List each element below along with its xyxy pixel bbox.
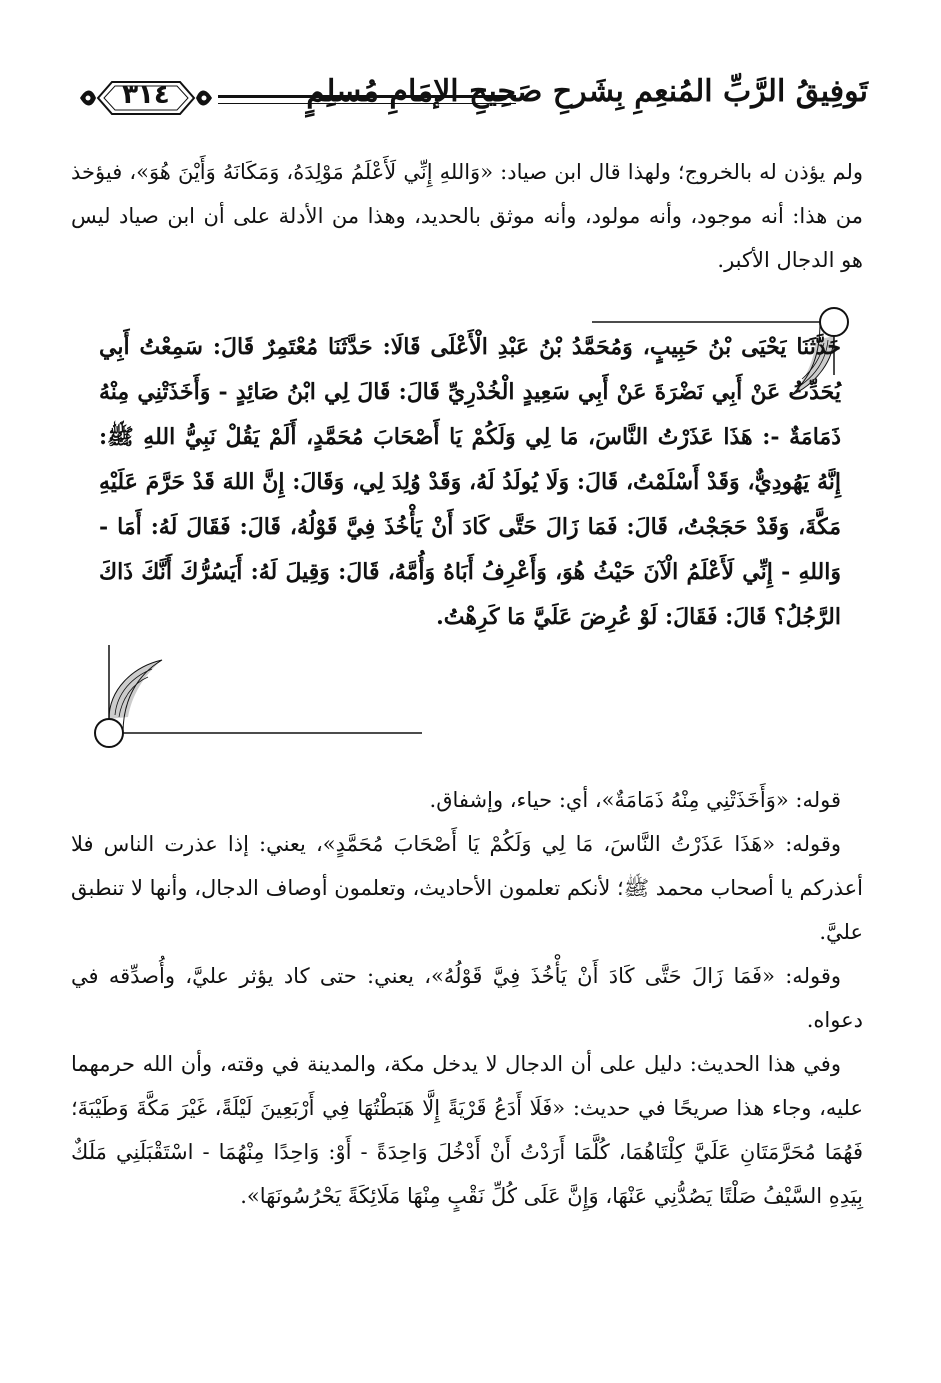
hadith-section	[99, 325, 841, 640]
commentary-paragraph-1: قوله: «وَأَخَذَتْنِي مِنْهُ ذَمَامَةٌ»، أي: حياء، وإشفاق.	[429, 788, 841, 812]
header-rule	[218, 95, 516, 98]
header-rule-thin	[218, 103, 516, 104]
hadith-text: حَدَّثَنَا يَحْيَى بْنُ حَبِيبٍ، وَمُحَمَّدُ بْنُ عَبْدِ الْأَعْلَى قَالَا: حَدَّثَنَا مُعْتَمِرٌ قَالَ: سَمِعْتُ أَبِي يُحَدِّثُ عَنْ أَبِي نَضْرَةَ عَنْ أَبِي سَعِيدٍ الْخُدْرِيِّ قَالَ: قَالَ لِي ابْنُ صَائِدٍ - وَأَخَذَتْنِي مِنْهُ ذَمَامَةٌ -: هَذَا عَذَرْتُ النَّاسَ، مَا لِي وَلَكُمْ يَا أَصْحَابَ مُحَمَّدٍ، أَلَمْ يَقُلْ نَبِيُّ اللهِ ﷺ: إِنَّهُ يَهُودِيٌّ، وَقَدْ أَسْلَمْتُ، قَالَ: وَلَا يُولَدُ لَهُ، وَقَدْ وُلِدَ لِي، وَقَالَ: إِنَّ اللهَ قَدْ حَرَّمَ عَلَيْهِ مَكَّةَ، وَقَدْ حَجَجْتُ، قَالَ: فَمَا زَالَ حَتَّى كَادَ أَنْ يَأْخُذَ فِيَّ قَوْلُهُ، قَالَ: فَقَالَ لَهُ: أَمَا - وَاللهِ - إِنِّي لَأَعْلَمُ الْآنَ حَيْثُ هُوَ، وَأَعْرِفُ أَبَاهُ وَأُمَّهُ، قَالَ: وَقِيلَ لَهُ: أَيَسُرُّكَ أَنَّكَ ذَاكَ الرَّجُلُ؟ قَالَ: فَقَالَ: لَوْ عُرِضَ عَلَيَّ مَا كَرِهْتُ.	[99, 334, 841, 630]
intro-paragraph: ولم يؤذن له بالخروج؛ ولهذا قال ابن صياد: «وَاللهِ إِنِّي لَأَعْلَمُ مَوْلِدَهُ، وَمَكَانَهُ وَأَيْنَ هُوَ»، فيؤخذ من هذا: أنه موجود، وأنه مولود، وأنه موثق بالحديد، وهذا من الأدلة على أن ابن صياد ليس هو الدجال الأكبر.	[71, 160, 863, 272]
commentary-section	[71, 778, 863, 1218]
intro-section	[71, 150, 863, 282]
commentary-paragraph-3: وقوله: «فَمَا زَالَ حَتَّى كَادَ أَنْ يَأْخُذَ فِيَّ قَوْلُهُ»، يعني: حتى كاد يؤثر عليَّ، وأُصدِّقه في دعواه.	[71, 964, 863, 1032]
page-number: ٣١٤	[122, 80, 170, 110]
commentary-paragraph-2: وقوله: «هَذَا عَذَرْتُ النَّاسَ، مَا لِي وَلَكُمْ يَا أَصْحَابَ مُحَمَّدٍ»، يعني: إذا عذرت الناس فلا أعذركم يا أصحاب محمد ﷺ؛ لأنكم تعلمون الأحاديث، وتعلمون أوصاف الدجال، وأنها لا تنطبق عليَّ.	[71, 832, 863, 944]
commentary-paragraph-4: وفي هذا الحديث: دليل على أن الدجال لا يدخل مكة، والمدينة في وقته، وأن الله حرمهما عليه، وجاء هذا صريحًا في حديث: «فَلَا أَدَعُ قَرْيَةً إِلَّا هَبَطْتُهَا فِي أَرْبَعِينَ لَيْلَةً، غَيْرَ مَكَّةَ وَطَيْبَةَ؛ فَهُمَا مُحَرَّمَتَانِ عَلَيَّ كِلْتَاهُمَا، كُلَّمَا أَرَدْتُ أَنْ أَدْخُلَ وَاحِدَةً - أَوْ: وَاحِدًا مِنْهُمَا - اسْتَقْبَلَنِي مَلَكٌ بِيَدِهِ السَّيْفُ صَلْتًا يَصُدُّنِي عَنْهَا، وَإِنَّ عَلَى كُلِّ نَقْبٍ مِنْهَا مَلَائِكَةً يَحْرُسُونَهَا».	[71, 1052, 863, 1208]
page-number-ornament	[78, 74, 214, 122]
book-title: تَوفِيقُ الرَّبِّ المُنعِمِ بِشَرحِ صَحِيحِ الإمَامِ مُسلِمٍ	[306, 74, 868, 109]
page-header	[78, 70, 868, 134]
